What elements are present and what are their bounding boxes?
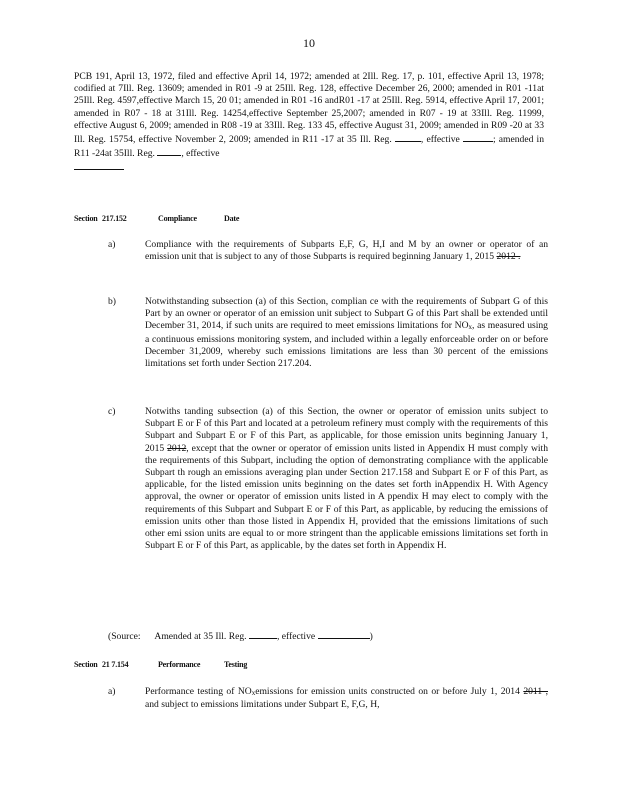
section-title: Compliance xyxy=(158,214,197,223)
source-text: Amended at 35 Ill. Reg. xyxy=(154,631,247,642)
subscript: x xyxy=(468,323,473,332)
struck-text: 2012 . xyxy=(496,251,521,263)
blank-line xyxy=(249,629,277,639)
section-heading-217-154 xyxy=(74,660,248,669)
history-text: PCB 191, April 13, 1972, filed and effective April 14, 1972; amended at 2Ill. Reg. 17, p. 101, effective April 13, 1978; codified at 7Ill. Reg. 13609; amended in R01 -9 at 25Ill. Reg. 128, effective December 26, 2000; amended in R01 -11at 25Ill. Reg. 4597,effective March 15, 20 01; amended in R01 -16 andR01 -17 at 25Ill. Reg. 5914, effective April 17, 2001; amended in R07 - 18 at 31Ill. Reg. 14254,effective September 25,2007; amended in R07 - 19 at 33Ill. Reg. 11999, effective August 6, 2009; amended in R08 -19 at 33Ill. Reg. 133 45, effective August 31, 2009; amended in R09 -20 at 33 Ill. Reg. 15754, effective November 2, 2009; amended in R11 -17 at 35 Ill. Reg. xyxy=(74,71,544,146)
paragraph-text-cont: , except that the owner or operator of emission units listed in Appendix H must comply with the requirements of this Subpart, including the option of demonstrating compliance with the applicable Subpart th rough an emissions averaging plan under Section 217.158 and Subpart E or F of this Part, as applicable, for the listed emission units beginning on the dates set forth inAppendix H. With Agency approval, the owner or operator of emission units listed in A ppendix H may elect to comply with the requirements of this Subpart and Subpart E or F of this Part, as applicable, by reducing the emissions of emission units other than those listed in Appendix H, provided that the emissions limitations of such other emi ssion units are equal to or more stringent than the applicable emissions limitations set forth in Subpart E or F of this Part, as applicable, by the dates set forth in Appendix H. xyxy=(145,442,549,552)
history-mid-2: ; amended in R11 -24at 35Ill. Reg. xyxy=(74,134,544,160)
section-number: 217.152 xyxy=(102,214,127,223)
section-word: Section xyxy=(74,660,98,669)
paragraph-text: Compliance with the requirements of Subparts E,F, G, H,I and M by an owner or operator of an emission unit that is subject to any of those Subparts is required beginning January 1, 2015 xyxy=(145,239,548,263)
paragraph-label: a) xyxy=(108,239,116,250)
paragraph-c xyxy=(108,406,548,552)
section-word: Section xyxy=(74,214,98,223)
section-title: Performance xyxy=(158,660,201,669)
subscript: x xyxy=(251,689,256,697)
paragraph-text: Notwithstanding subsection (a) of this Section, complian ce with the requirements of Subpart G of this Part by an owner or operator of an emission unit subject to Subpart G of this Part shall be extended until December 31, 2014, if such units are required to meet emissions limitations for NO xyxy=(145,296,548,332)
paragraph-label: c) xyxy=(108,406,116,417)
blank-line xyxy=(463,132,493,142)
history-note xyxy=(74,71,544,175)
paragraph-text-cont: , as measured using a continuous emissions monitoring system, and included within a legally enforceable order on or before December 31,2009, whereby such emissions limitations are less than 30 percent of the emissions limitations set forth under Section 217.204. xyxy=(145,320,548,370)
paragraph-a xyxy=(108,239,548,263)
section-heading-217-152 xyxy=(74,214,240,223)
blank-line xyxy=(318,629,370,639)
struck-text: 2011 , xyxy=(523,686,548,697)
blank-line xyxy=(395,132,421,142)
paragraph-label: b) xyxy=(108,296,116,307)
blank-line xyxy=(157,146,181,156)
source-close: ) xyxy=(369,631,373,642)
page-number: 10 xyxy=(303,36,315,50)
section-number: 21 7.154 xyxy=(102,660,129,669)
paragraph-text: Performance testing of NO xyxy=(145,686,252,697)
history-mid-1: , effective xyxy=(420,134,460,146)
paragraph-label: a) xyxy=(108,686,116,697)
source-mid: , effective xyxy=(276,631,316,642)
paragraph-text-cont: emissions for emission units constructed on or before July 1, 2014 xyxy=(255,686,520,697)
paragraph-2a xyxy=(108,686,548,711)
source-open: (Source: xyxy=(108,631,141,642)
history-mid-3: , effective xyxy=(181,148,220,160)
blank-line xyxy=(74,160,124,170)
section-title-2: Date xyxy=(224,214,240,223)
paragraph-text: Notwiths tanding subsection (a) of this Section, the owner or operator of emission units subject to Subpart E or F of this Part and located at a petroleum refinery must comply with the requirements of this Subpart and Subpart E or F of this Part, as applicable, for those emission units beginning January 1, 2015 xyxy=(145,406,548,454)
struck-text: 2012 xyxy=(167,442,187,454)
source-note xyxy=(108,629,373,642)
paragraph-b xyxy=(108,296,548,370)
paragraph-text-end: and subject to emissions limitations under Subpart E, F,G, H, xyxy=(145,699,380,711)
section-title-2: Testing xyxy=(224,660,248,669)
